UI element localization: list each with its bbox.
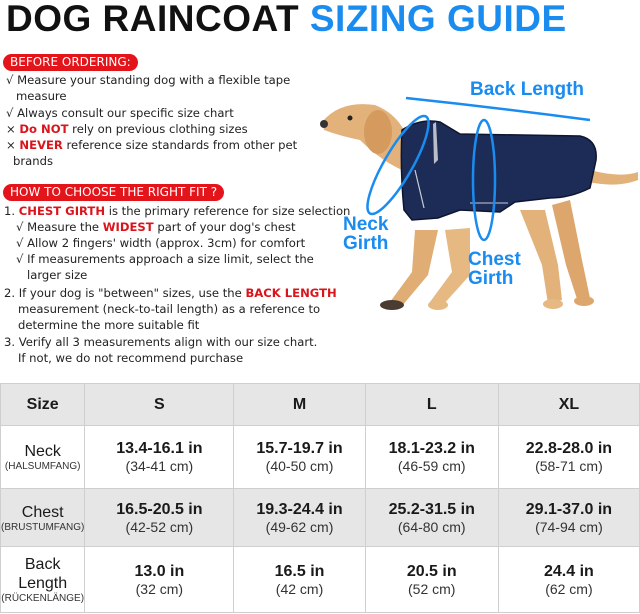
before-item-1-cont: measure	[16, 89, 67, 103]
check-icon: √	[16, 252, 24, 266]
table-cell: 20.5 in (52 cm)	[365, 547, 498, 613]
fit-step-3: 3. Verify all 3 measurements align with our size chart.	[4, 335, 318, 349]
header-size: Size	[1, 384, 85, 426]
header-s: S	[85, 384, 234, 426]
row-label: Chest (BRUSTUMFANG)	[1, 489, 85, 547]
row-label: Neck (HALSUMFANG)	[1, 426, 85, 489]
fit-step-1-sub-2: √ Allow 2 fingers' width (approx. 3cm) for comfort	[16, 236, 306, 250]
fit-step-1: 1. CHEST GIRTH is the primary reference for size selection	[4, 204, 351, 218]
table-cell: 19.3-24.4 in (49-62 cm)	[234, 489, 365, 547]
cross-icon: ×	[6, 138, 16, 152]
before-item-4: × NEVER reference size standards from other pet	[6, 138, 298, 152]
row-label: Back Length (RÜCKENLÄNGE)	[1, 547, 85, 613]
table-cell: 22.8-28.0 in (58-71 cm)	[498, 426, 639, 489]
header-m: M	[234, 384, 365, 426]
size-chart-table	[0, 383, 640, 613]
title-part-1: DOG RAINCOAT	[6, 0, 300, 39]
table-cell: 24.4 in (62 cm)	[498, 547, 639, 613]
back-length-line	[406, 98, 590, 120]
fit-step-3-cont: If not, we do not recommend purchase	[18, 351, 244, 365]
table-cell: 16.5 in (42 cm)	[234, 547, 365, 613]
chest-girth-label: Chest Girth	[468, 249, 521, 289]
page-title	[6, 0, 567, 40]
table-cell: 13.0 in (32 cm)	[85, 547, 234, 613]
title-part-2: SIZING GUIDE	[309, 0, 567, 39]
check-icon: √	[16, 220, 24, 234]
neck-girth-label: Neck Girth	[343, 214, 389, 254]
check-icon: √	[6, 73, 14, 87]
table-cell: 13.4-16.1 in (34-41 cm)	[85, 426, 234, 489]
check-icon: √	[6, 106, 14, 120]
table-cell: 25.2-31.5 in (64-80 cm)	[365, 489, 498, 547]
before-item-1: √ Measure your standing dog with a flexible tape	[6, 73, 291, 87]
before-item-3: × Do NOT rely on previous clothing sizes	[6, 122, 248, 136]
before-item-2: √ Always consult our specific size chart	[6, 106, 234, 120]
table-cell: 29.1-37.0 in (74-94 cm)	[498, 489, 639, 547]
table-row-back-length	[1, 547, 640, 613]
fit-step-2-cont-2: determine the more suitable fit	[18, 318, 200, 332]
right-fit-badge: HOW TO CHOOSE THE RIGHT FIT ?	[3, 184, 224, 201]
table-cell: 15.7-19.7 in (40-50 cm)	[234, 426, 365, 489]
dog-illustration	[320, 60, 640, 340]
header-xl: XL	[498, 384, 639, 426]
cross-icon: ×	[6, 122, 16, 136]
fit-step-2: 2. If your dog is "between" sizes, use the BACK LENGTH	[4, 286, 337, 300]
header-l: L	[365, 384, 498, 426]
back-length-label: Back Length	[470, 79, 585, 100]
dog-measurement-diagram	[320, 60, 640, 340]
fit-step-2-cont-1: measurement (neck-to-tail length) as a reference to	[18, 302, 321, 316]
table-row-neck	[1, 426, 640, 489]
table-cell: 16.5-20.5 in (42-52 cm)	[85, 489, 234, 547]
before-ordering-badge: BEFORE ORDERING:	[3, 54, 138, 71]
table-cell: 18.1-23.2 in (46-59 cm)	[365, 426, 498, 489]
table-header-row	[1, 384, 640, 426]
fit-step-1-sub-3-cont: larger size	[27, 268, 88, 282]
fit-step-1-sub-1: √ Measure the WIDEST part of your dog's chest	[16, 220, 296, 234]
before-item-4-cont: brands	[13, 154, 53, 168]
table-row-chest	[1, 489, 640, 547]
check-icon: √	[16, 236, 24, 250]
fit-step-1-sub-3: √ If measurements approach a size limit, select the	[16, 252, 314, 266]
